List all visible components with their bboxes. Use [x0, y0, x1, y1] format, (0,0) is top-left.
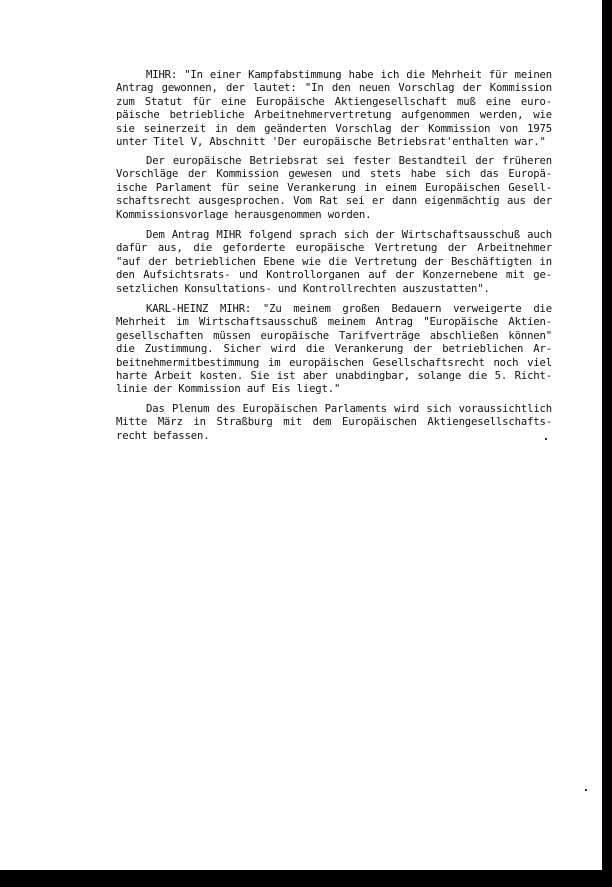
text-line: Mitte März in Straßburg mit dem Europäischen Aktiengesellschafts-	[116, 416, 552, 429]
text-line: harte Arbeit kosten. Sie ist aber unabdingbar, solange die 5. Richt-	[116, 370, 552, 383]
text-line: Das Plenum des Europäischen Parlaments wird sich voraussichtlich	[146, 403, 552, 415]
paragraph-plenum	[116, 403, 552, 443]
text-line: schaftsrecht ausgesprochen. Vom Rat sei er dann eigenmächtig aus der	[116, 195, 552, 208]
text-line: Kommissionsvorlage herausgenommen worden.	[116, 208, 372, 221]
text-line: "auf der betrieblichen Ebene wie die Vertretung der Beschäftigten in	[116, 255, 552, 268]
text-line: ische Parlament für seine Verankerung in einem Europäischen Gesell-	[116, 181, 552, 194]
text-line: beitnehmermitbestimmung im europäischen Gesellschaftsrecht noch viel	[116, 356, 552, 369]
paragraph-wirtschaftsausschuss	[116, 229, 552, 296]
text-line: linie der Kommission auf Eis liegt."	[116, 383, 341, 396]
paragraph-karl-heinz-mihr	[116, 303, 552, 397]
text-line: Dem Antrag MIHR folgend sprach sich der Wirtschaftsausschuß auch	[146, 229, 552, 241]
text-line: gesellschaften müssen europäische Tarifverträge abschließen können"	[116, 329, 552, 342]
text-line: unter Titel V, Abschnitt 'Der europäische Betriebsrat'enthalten war."	[116, 136, 546, 149]
text-line: die Zustimmung. Sicher wird die Verankerung der betrieblichen Ar-	[116, 343, 552, 356]
text-line: Mehrheit im Wirtschaftsausschuß meinem Antrag "Europäische Aktien-	[116, 316, 552, 329]
text-line: MIHR: "In einer Kampfabstimmung habe ich die Mehrheit für meinen	[146, 69, 552, 81]
text-line: Der europäische Betriebsrat sei fester Bestandteil der früheren	[146, 155, 552, 167]
text-line: den Aufsichtsrats- und Kontrollorganen auf der Konzernebene mit ge-	[116, 269, 552, 282]
text-line: dafür aus, die geforderte europäische Vertretung der Arbeitnehmer	[116, 242, 552, 255]
text-line: setzlichen Konsultations- und Kontrollrechten auszustatten".	[116, 282, 490, 295]
text-line: Antrag gewonnen, der lautet: "In den neuen Vorschlag der Kommission	[116, 82, 552, 95]
paragraph-mihr-quote	[116, 69, 552, 149]
text-line: sie seinerzeit in dem geänderten Vorschlag der Kommission von 1975	[116, 122, 552, 135]
text-line: recht befassen.	[116, 429, 210, 442]
paragraph-betriebsrat	[116, 155, 552, 222]
text-line: päische betriebliche Arbeitnehmervertretung aufgenommen werden, wie	[116, 109, 552, 122]
text-line: zum Statut für eine Europäische Aktiengesellschaft muß eine euro-	[116, 95, 552, 108]
scan-speck	[585, 789, 587, 791]
scan-speck	[545, 438, 547, 440]
text-line: Vorschläge der Kommission gewesen und stets habe sich das Europä-	[116, 168, 552, 181]
text-line: KARL-HEINZ MIHR: "Zu meinem großen Bedauern verweigerte die	[146, 303, 552, 315]
